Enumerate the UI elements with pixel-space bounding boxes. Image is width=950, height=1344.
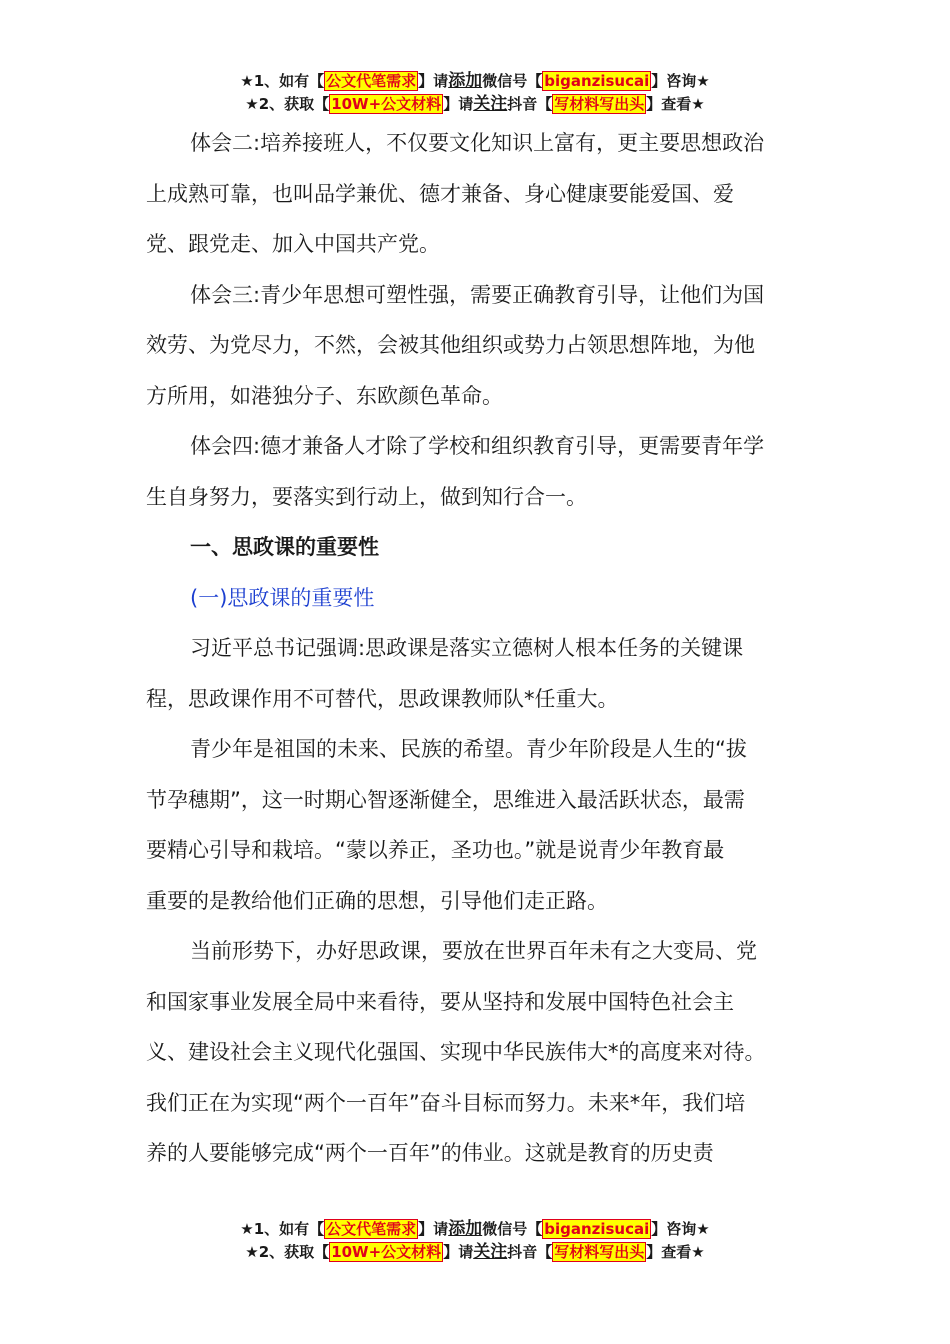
banner-text: 】请 bbox=[418, 1220, 449, 1238]
banner-emphasis: 添加 bbox=[448, 71, 483, 91]
banner-text: 】请 bbox=[443, 95, 474, 113]
text-line: 方所用，如港独分子、东欧颜色革命。 bbox=[146, 383, 503, 408]
section-heading bbox=[146, 522, 806, 573]
text-line: 体会三:青少年思想可塑性强，需要正确教育引导，让他们为国 bbox=[190, 282, 765, 307]
banner-text: 】咨询★ bbox=[651, 72, 710, 90]
text-line: 体会二:培养接班人，不仅要文化知识上富有，更主要思想政治 bbox=[190, 131, 765, 155]
text-line: 习近平总书记强调:思政课是落实立德树人根本任务的关键课 bbox=[190, 636, 744, 660]
text-line: 我们正在为实现“两个一百年”奋斗目标而努力。未来*年，我们培 bbox=[146, 1090, 746, 1115]
top-banner bbox=[0, 70, 950, 116]
heading-level-1: 一、思政课的重要性 bbox=[190, 535, 379, 559]
banner-text: 】查看★ bbox=[646, 95, 705, 113]
paragraph-current-situation bbox=[146, 926, 806, 1179]
banner-emphasis: 关注 bbox=[473, 94, 508, 114]
highlight-service: 公文代笔需求 bbox=[326, 1220, 417, 1238]
subsection-heading bbox=[146, 573, 806, 624]
document-body bbox=[146, 118, 806, 1179]
banner-text: 抖音【 bbox=[507, 1243, 553, 1261]
text-line: 重要的是教给他们正确的思想，引导他们走正路。 bbox=[146, 888, 608, 913]
highlight-materials: 10W+公文材料 bbox=[331, 1243, 442, 1261]
text-line: 体会四:德才兼备人才除了学校和组织教育引导，更需要青年学 bbox=[190, 434, 765, 458]
banner-text: ★2、获取【 bbox=[245, 95, 330, 113]
douyin-account[interactable]: 写材料写出头 bbox=[554, 1243, 645, 1261]
paragraph-youth bbox=[146, 724, 806, 926]
highlight-service: 公文代笔需求 bbox=[326, 72, 417, 90]
heading-level-2: (一)思政课的重要性 bbox=[190, 585, 375, 610]
banner-emphasis: 添加 bbox=[448, 1219, 483, 1239]
text-line: 生自身努力，要落实到行动上，做到知行合一。 bbox=[146, 484, 587, 509]
text-line: 当前形势下，办好思政课，要放在世界百年未有之大变局、党 bbox=[190, 939, 757, 963]
paragraph-insight-3 bbox=[146, 270, 806, 422]
banner-text: 】查看★ bbox=[646, 1243, 705, 1261]
banner-text: ★1、如有【 bbox=[240, 72, 325, 90]
banner-text: ★1、如有【 bbox=[240, 1220, 325, 1238]
banner-text: 微信号【 bbox=[482, 1220, 543, 1238]
banner-line-2 bbox=[0, 93, 950, 116]
paragraph-xi-quote bbox=[146, 623, 806, 724]
text-line: 和国家事业发展全局中来看待，要从坚持和发展中国特色社会主 bbox=[146, 989, 734, 1014]
banner-text: 】请 bbox=[443, 1243, 474, 1261]
text-line: 青少年是祖国的未来、民族的希望。青少年阶段是人生的“拔 bbox=[190, 737, 747, 761]
text-line: 义、建设社会主义现代化强国、实现中华民族伟大*的高度来对待。 bbox=[146, 1040, 766, 1064]
text-line: 节孕穗期”，这一时期心智逐渐健全，思维进入最活跃状态，最需 bbox=[146, 787, 745, 812]
banner-text: 抖音【 bbox=[507, 95, 553, 113]
banner-text: ★2、获取【 bbox=[245, 1243, 330, 1261]
banner-text: 微信号【 bbox=[482, 72, 543, 90]
text-line: 程，思政课作用不可替代，思政课教师队*任重大。 bbox=[146, 686, 619, 711]
wechat-id[interactable]: biganzisucai bbox=[544, 72, 650, 90]
banner-emphasis: 关注 bbox=[473, 1242, 508, 1262]
banner-text: 】请 bbox=[418, 72, 449, 90]
highlight-materials: 10W+公文材料 bbox=[331, 95, 442, 113]
text-line: 效劳、为党尽力，不然，会被其他组织或势力占领思想阵地，为他 bbox=[146, 333, 755, 357]
wechat-id[interactable]: biganzisucai bbox=[544, 1220, 650, 1238]
text-line: 党、跟党走、加入中国共产党。 bbox=[146, 232, 440, 256]
text-line: 要精心引导和栽培。“蒙以养正，圣功也。”就是说青少年教育最 bbox=[146, 838, 725, 862]
banner-line-1 bbox=[0, 1218, 950, 1241]
text-line: 上成熟可靠，也叫品学兼优、德才兼备、身心健康要能爱国、爱 bbox=[146, 181, 734, 206]
bottom-banner bbox=[0, 1218, 950, 1264]
text-line: 养的人要能够完成“两个一百年”的伟业。这就是教育的历史责 bbox=[146, 1141, 714, 1165]
paragraph-insight-2 bbox=[146, 118, 806, 270]
douyin-account[interactable]: 写材料写出头 bbox=[554, 95, 645, 113]
banner-line-2 bbox=[0, 1241, 950, 1264]
banner-text: 】咨询★ bbox=[651, 1220, 710, 1238]
banner-line-1 bbox=[0, 70, 950, 93]
paragraph-insight-4 bbox=[146, 421, 806, 522]
